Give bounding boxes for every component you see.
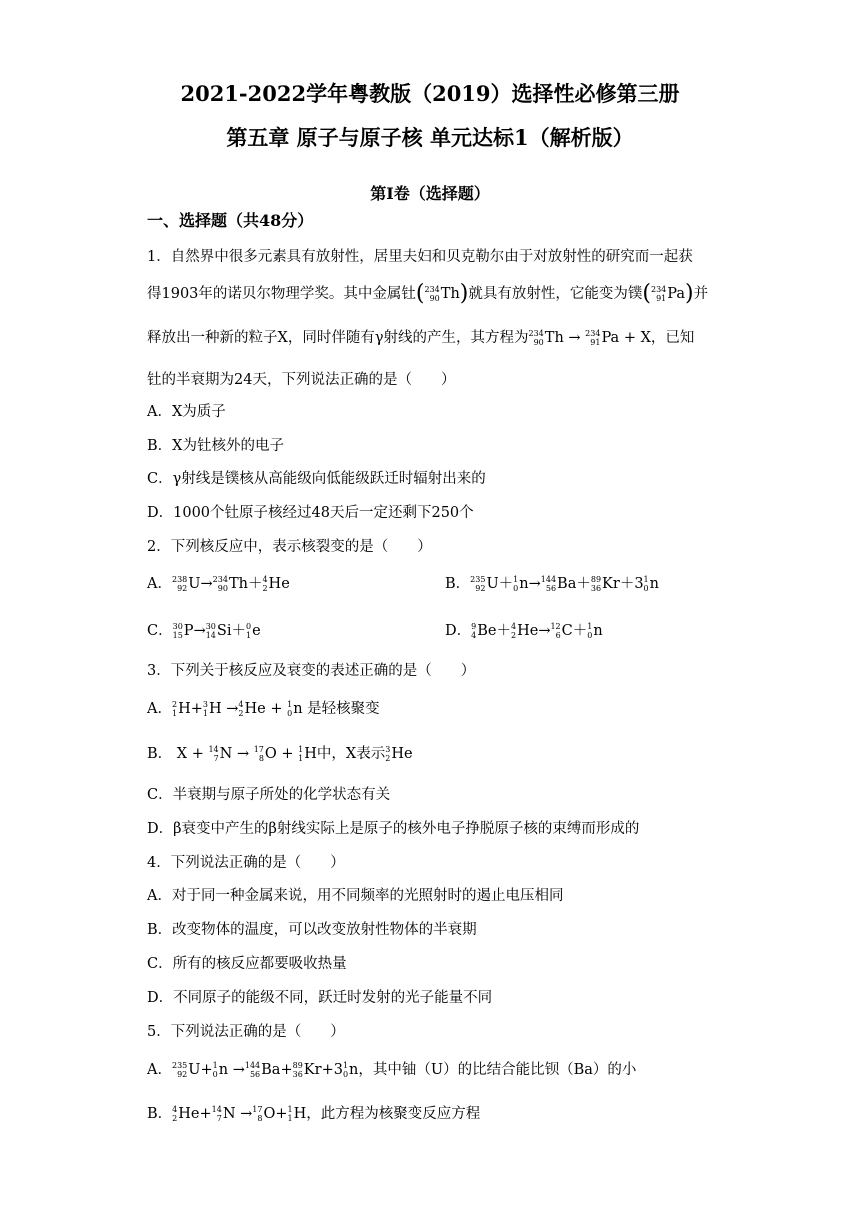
q3-option-b: B． X + 14 7 N → 17 8 O + 1 1 H 中，X表示 3 2 He: [147, 745, 413, 763]
q1-option-b: B．X为钍核外的电子: [147, 438, 284, 454]
doc-title-line2: 第五章 原子与原子核 单元达标1（解析版）: [226, 125, 634, 150]
q1-option-a: A．X为质子: [147, 404, 226, 420]
q1-stem-line1: 1．自然界中很多元素具有放射性，居里夫妇和贝克勒尔由于对放射性的研究而一起获: [147, 249, 693, 265]
q3-stem: 3．下列关于核反应及衰变的表述正确的是（ ）: [147, 663, 476, 679]
q1-stem-line2: 得1903年的诺贝尔物理学奖。其中金属钍( 234 90 Th )就具有放射性，它能变为镤( 234 91 Pa )并: [147, 281, 709, 306]
q5-stem: 5．下列说法正确的是（ ）: [147, 1024, 345, 1040]
q3-option-a: A． 2 1 H + 3 1 H → 4 2 He + 1 0 n 是轻核聚变: [147, 700, 380, 718]
q2-option-c: C． 30 15 P → 30 14 Si ＋ 0 1 e: [147, 622, 261, 640]
section-title: 第Ⅰ卷（选择题）: [370, 184, 490, 203]
q4-option-a: A．对于同一种金属来说，用不同频率的光照射时的遏止电压相同: [147, 888, 564, 904]
q4-option-c: C．所有的核反应都要吸收热量: [147, 956, 347, 972]
q1-stem-line3: 释放出一种新的粒子X，同时伴随有γ射线的产生，其方程为 234 90 Th → 234 91 Pa + X，已知: [147, 329, 695, 347]
q2-option-b: B． 235 92 U ＋ 1 0 n → 144 56 Ba ＋ 89 36 Kr ＋3 1 0 n: [445, 575, 659, 593]
q1-stem-line4: 钍的半衰期为24天，下列说法正确的是（ ）: [147, 372, 456, 388]
q5-option-a: A． 235 92 U + 1 0 n → 144 56 Ba + 89 36 Kr +3 1 0 n ，其中铀（U）的比结合能比钡（Ba）的小: [147, 1061, 637, 1079]
q2-option-a: A． 238 92 U → 234 90 Th ＋ 4 2 He: [147, 575, 290, 593]
q1-option-d: D．1000个钍原子核经过48天后一定还剩下250个: [147, 505, 474, 521]
q3-option-d: D．β衰变中产生的β射线实际上是原子的核外电子挣脱原子核的束缚而形成的: [147, 821, 640, 837]
q2-option-d: D． 9 4 Be ＋ 4 2 He → 12 6 C ＋ 1 0 n: [445, 622, 603, 640]
q1-option-c: C．γ射线是镤核从高能级向低能级跃迁时辐射出来的: [147, 471, 486, 487]
q5-option-b: B． 4 2 He + 14 7 N → 17 8 O + 1 1 H ，此方程为核聚变反应方程: [147, 1105, 481, 1123]
q2-stem: 2．下列核反应中，表示核裂变的是（ ）: [147, 539, 432, 555]
part-heading: 一、选择题（共48分）: [147, 211, 314, 230]
doc-title-line1: 2021-2022学年粤教版（2019）选择性必修第三册: [180, 81, 680, 106]
q3-option-c: C．半衰期与原子所处的化学状态有关: [147, 787, 391, 803]
q4-option-d: D．不同原子的能级不同，跃迁时发射的光子能量不同: [147, 990, 493, 1006]
q4-stem: 4．下列说法正确的是（ ）: [147, 855, 345, 871]
q4-option-b: B．改变物体的温度，可以改变放射性物体的半衰期: [147, 922, 477, 938]
